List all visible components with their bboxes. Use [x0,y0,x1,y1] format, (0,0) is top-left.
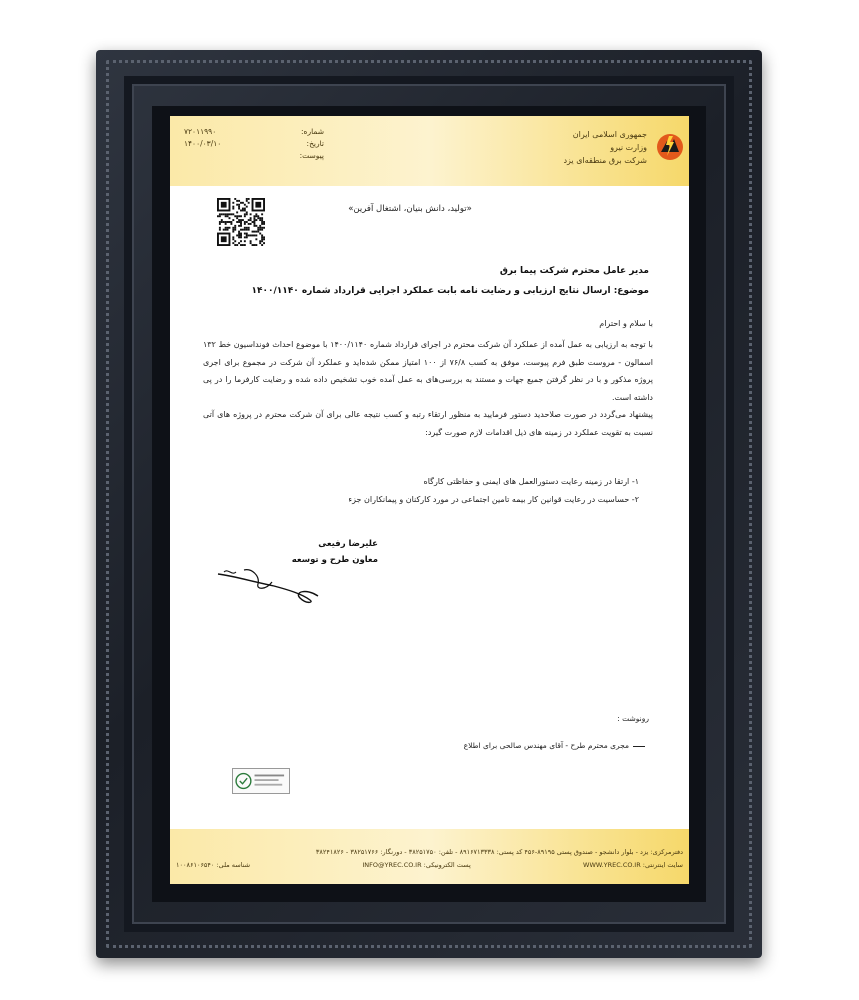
greeting: با سلام و احترام [599,319,653,328]
addressee: مدیر عامل محترم شرکت پیما برق [499,266,649,276]
handwritten-signature-icon [214,546,324,606]
paragraph-1: با توجه به ارزیابی به عمل آمده از عملکرد آن شرکت محترم در اجرای قرارداد شماره ۱۴۰۰/۱۱۴۰ با موضوع احداث فونداسیون خط ۱۳۲ اسمالون - مروست طبق فرم پیوست، موفق به کسب ۷۶/۸ از ۱۰۰ امتیاز ممکن شده‌اید و عملکرد آن شرکت در مجموع برای اجری پروژه مذکور و با در نظر گرفتن جمیع جهات و مستند به بررسی‌های به عمل آمده خوب تشخیص داده شده و رضایت کارفرما را در پی داشته است. [203,340,654,402]
signer-title: معاون طرح و توسعه [291,555,378,565]
cc-recipient [345,741,645,750]
signer-name: علیرضا رفیعی [318,539,378,549]
certification-badge-icon [232,768,290,794]
footer-national-id: شناسه ملی: ۱۰۰۸۶۱۰۶۵۴۰ [176,861,251,869]
org-line-1: جمهوری اسلامی ایران [572,130,647,139]
recommendation-list [219,473,639,509]
list-item: ۱- ارتقا در زمینه رعایت دستورالعمل های ایمنی و حفاظتی کارگاه [423,477,639,486]
attachment-label: پیوست: [299,151,324,160]
number-label: شماره: [301,127,324,136]
motto: «تولید، دانش بنیان، اشتغال آفرین» [348,204,472,214]
footer-contact [176,846,683,872]
org-line-3: شرکت برق منطقه‌ای یزد [563,156,647,165]
letterhead-band [170,116,689,186]
footer-address: دفترمرکزی: یزد - بلوار دانشجو - صندوق پستی ۸۹۱۹۵-۴۵۶ کد پستی: ۸۹۱۶۷۱۳۳۳۸ - تلفن: ۳۸۲۵۱۷۵۰ - دورنگار: ۳۸۲۵۱۷۶۶ - ۳۸۲۴۱۸۲۶ [315,848,683,856]
letter-body [203,336,653,441]
footer-links [176,859,683,872]
qr-code-icon [217,198,265,246]
letterhead-footer-band [170,829,689,884]
paragraph-2: پیشنهاد می‌گردد در صورت صلاحدید دستور فرمایید به منظور ارتقاء رتبه و کسب نتیجه عالی برای آن شرکت محترم در پروژه های آتی نسبت به تقویت عملکرد در زمینه های ذیل اقدامات لازم صورت گیرد: [203,410,653,437]
company-logo-icon [655,132,685,162]
date-label: تاریخ: [306,139,324,148]
subject-line: موضوع: ارسال نتایج ارزیابی و رضایت نامه بابت عملکرد اجرایی قرارداد شماره ۱۴۰۰/۱۱۴۰ [251,286,649,296]
cc-dash [633,746,645,747]
cc-recipient-text: مجری محترم طرح - آقای مهندس صالحی برای اطلاع [463,741,629,750]
letter-meta [184,126,324,162]
org-line-2: وزارت نیرو [610,143,647,152]
organization-block [487,128,647,167]
date-value: ۱۴۰۰/۰۳/۱۰ [184,139,222,148]
footer-email: پست الکترونیکی: INFO@YREC.CO.IR [362,861,471,869]
footer-website: سایت اینترنتی: WWW.YREC.CO.IR [583,861,683,869]
list-item: ۲- حساسیت در رعایت قوانین کار بیمه تامین اجتماعی در مورد کارکنان و پیمانکاران جزء [348,495,639,504]
cc-label: رونوشت : [617,714,649,723]
number-value: ۷۲۰۱۱۹۹۰ [184,127,217,136]
letter-paper [170,116,689,884]
